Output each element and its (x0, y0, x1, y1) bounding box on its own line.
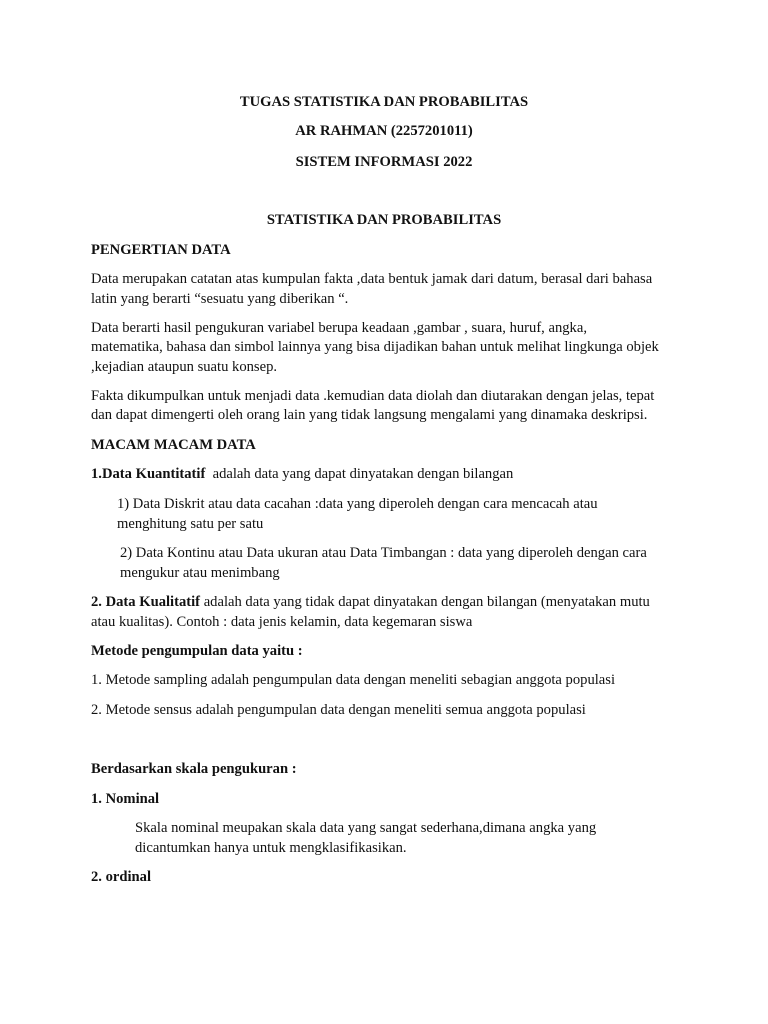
heading-skala: Berdasarkan skala pengukuran : (91, 761, 297, 777)
list-item-diskrit-line-2: menghitung satu per satu (117, 516, 264, 532)
heading-ordinal: 2. ordinal (91, 869, 152, 885)
list-item-diskrit-line-1: 1) Data Diskrit atau data cacahan :data yang diperoleh dengan cara mencacah atau (117, 496, 598, 512)
kuantitatif-term: 1.Data Kuantitatif (91, 466, 206, 482)
title-line-3: SISTEM INFORMASI 2022 (295, 154, 473, 170)
metode-item-sensus: 2. Metode sensus adalah pengumpulan data dengan meneliti semua anggota populasi (91, 702, 586, 718)
title-line-2: AR RAHMAN (2257201011) (295, 123, 473, 139)
heading-pengertian-data: PENGERTIAN DATA (91, 242, 231, 258)
paragraph-1-line-2: latin yang berarti “sesuatu yang diberikan “. (91, 291, 349, 307)
paragraph-3-line-2: dan dapat dimengerti oleh orang lain yang tidak langsung mengalami yang dinamaka deskripsi. (91, 407, 648, 423)
paragraph-2-line-1: Data berarti hasil pengukuran variabel berupa keadaan ,gambar , suara, huruf, angka, (91, 320, 587, 336)
kualitatif-desc: adalah data yang tidak dapat dinyatakan dengan bilangan (menyatakan mutu (200, 594, 650, 610)
kuantitatif-desc: adalah data yang dapat dinyatakan dengan bilangan (205, 466, 514, 482)
paragraph-1-line-1: Data merupakan catatan atas kumpulan fakta ,data bentuk jamak dari datum, berasal dari bahasa (91, 271, 653, 287)
kualitatif-line (91, 593, 650, 613)
list-item-kontinu-line-1: 2) Data Kontinu atau Data ukuran atau Data Timbangan : data yang diperoleh dengan cara (120, 545, 647, 561)
title-line-1: TUGAS STATISTIKA DAN PROBABILITAS (239, 94, 529, 110)
nominal-desc-line-1: Skala nominal meupakan skala data yang sangat sederhana,dimana angka yang (135, 820, 597, 836)
section-title: STATISTIKA DAN PROBABILITAS (266, 212, 502, 228)
list-item-kontinu-line-2: mengukur atau menimbang (120, 565, 280, 581)
kualitatif-line-2: atau kualitas). Contoh : data jenis kelamin, data kegemaran siswa (91, 614, 473, 630)
heading-macam-data: MACAM MACAM DATA (91, 437, 256, 453)
kualitatif-term: 2. Data Kualitatif (91, 594, 201, 610)
nominal-desc-line-2: dicantumkan hanya untuk mengklasifikasikan. (135, 840, 407, 856)
kuantitatif-line (91, 465, 513, 485)
paragraph-2-line-3: ,kejadian ataupun suatu konsep. (91, 359, 278, 375)
heading-metode: Metode pengumpulan data yaitu : (91, 643, 303, 659)
heading-nominal: 1. Nominal (91, 791, 160, 807)
paragraph-3-line-1: Fakta dikumpulkan untuk menjadi data .kemudian data diolah dan diutarakan dengan jelas, tepat (91, 388, 655, 404)
metode-item-sampling: 1. Metode sampling adalah pengumpulan data dengan meneliti sebagian anggota populasi (91, 672, 616, 688)
paragraph-2-line-2: matematika, bahasa dan simbol lainnya yang bisa dijadikan bahan untuk melihat lingkunga objek (91, 339, 659, 355)
